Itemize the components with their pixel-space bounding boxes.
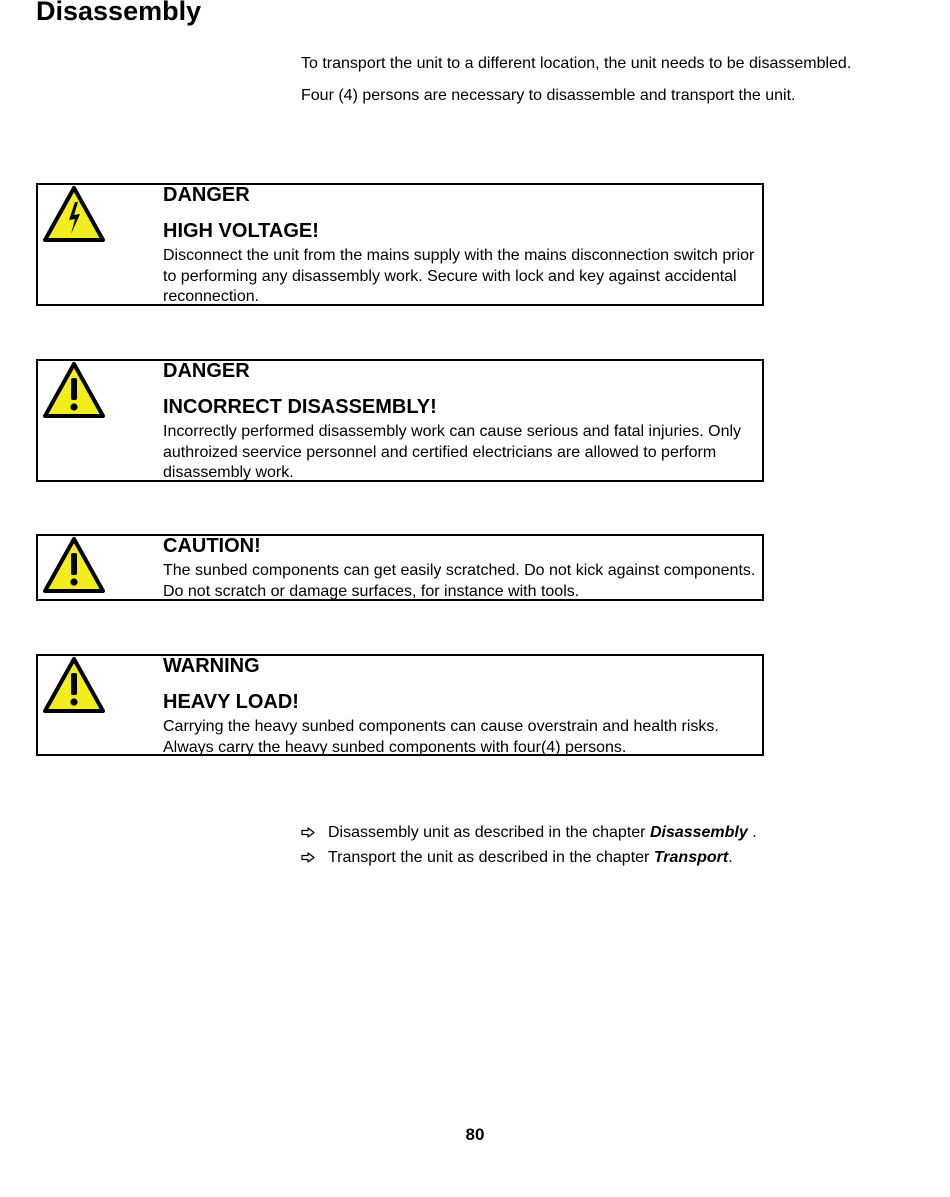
- notice-kind: WARNING: [163, 655, 260, 677]
- notice-headline: HEAVY LOAD!: [163, 691, 299, 713]
- exclamation-warning-icon: [42, 536, 106, 596]
- danger-notice-high-voltage: [36, 183, 764, 306]
- danger-notice-incorrect-disassembly: [36, 359, 764, 482]
- notice-kind: DANGER: [163, 184, 250, 206]
- exclamation-warning-icon: [42, 361, 106, 421]
- instruction-step: [301, 820, 757, 845]
- notice-headline: HIGH VOLTAGE!: [163, 220, 319, 242]
- caution-notice-scratches: [36, 534, 764, 601]
- chapter-reference: Disassembly: [649, 824, 748, 841]
- step-text: Transport the unit as described in the chapter: [328, 849, 654, 866]
- page-number: 80: [465, 1125, 485, 1144]
- notice-text: The sunbed components can get easily scratched. Do not kick against components. Do not scratch or damage surfaces, for instance with tools.: [163, 562, 756, 600]
- page-title: Disassembly: [36, 0, 202, 26]
- exclamation-warning-icon: [42, 656, 106, 716]
- step-suffix: .: [728, 849, 733, 866]
- intro-section: [301, 54, 861, 118]
- notice-text: Disconnect the unit from the mains supply with the mains disconnection switch prior to performing any disassembly work. Secure with lock and key against accidental reconnection.: [163, 247, 755, 305]
- notice-headline: INCORRECT DISASSEMBLY!: [163, 396, 437, 418]
- intro-paragraph: To transport the unit to a different location, the unit needs to be disassembled.: [301, 55, 852, 72]
- step-text: Disassembly unit as described in the chapter: [328, 824, 650, 841]
- instruction-step: [301, 845, 757, 870]
- high-voltage-warning-icon: [42, 185, 106, 245]
- notice-text: Carrying the heavy sunbed components can cause overstrain and health risks. Always carry the heavy sunbed components with four(4) persons.: [163, 718, 719, 756]
- notice-kind: DANGER: [163, 360, 250, 382]
- notice-kind: CAUTION!: [163, 535, 261, 557]
- instruction-steps: [301, 820, 757, 870]
- step-suffix: .: [747, 824, 757, 841]
- chapter-reference: Transport: [653, 849, 729, 866]
- intro-paragraph: Four (4) persons are necessary to disassemble and transport the unit.: [301, 87, 796, 104]
- arrow-right-icon: [301, 852, 328, 863]
- notice-text: Incorrectly performed disassembly work can cause serious and fatal injuries. Only authroized seervice personnel and certified electricians are allowed to perform disassembly work.: [163, 423, 742, 481]
- warning-notice-heavy-load: [36, 654, 764, 756]
- arrow-right-icon: [301, 827, 328, 838]
